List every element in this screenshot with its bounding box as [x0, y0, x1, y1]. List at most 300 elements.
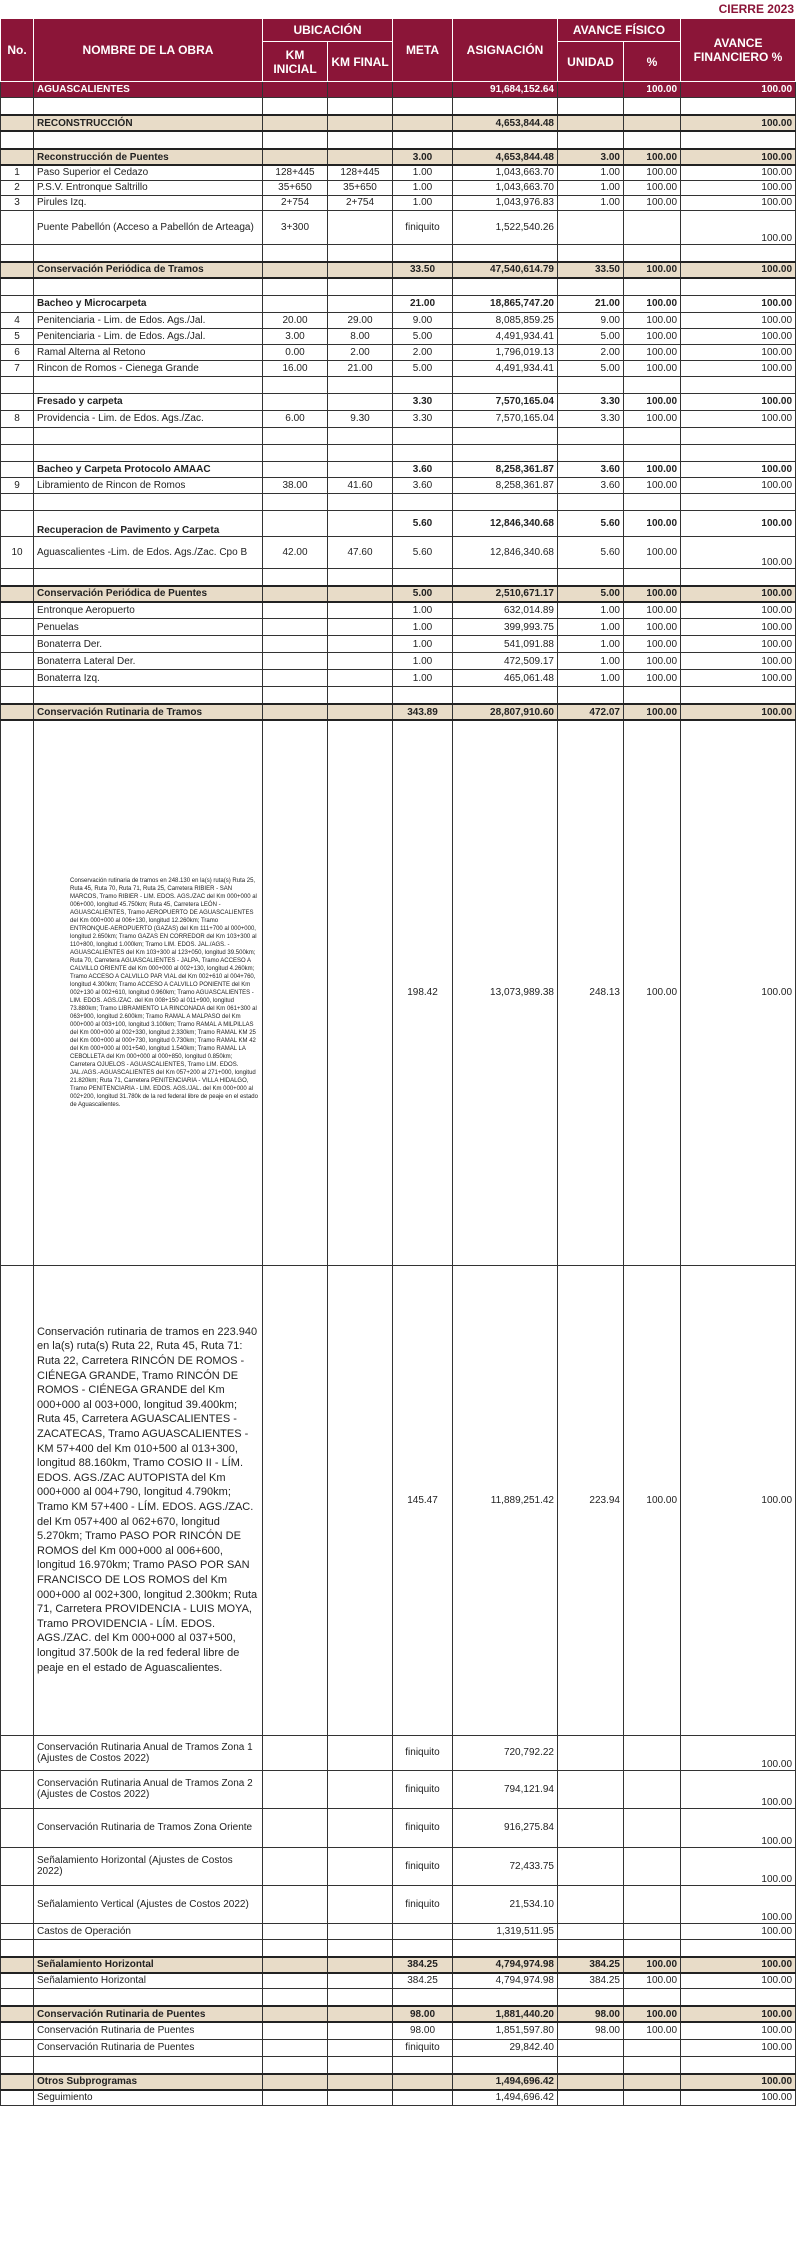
- cell-no: [1, 636, 34, 653]
- cell-pct: 100.00: [624, 704, 681, 720]
- cell-unidad: [558, 1735, 624, 1770]
- cell-asignacion: 794,121.94: [453, 1770, 558, 1808]
- table-row: [1, 410, 796, 427]
- col-avance-financiero-header: AVANCE FINANCIERO %: [681, 19, 796, 82]
- cell-meta: 98.00: [393, 2022, 453, 2039]
- cell-unidad: 5.00: [558, 360, 624, 376]
- cell-asignacion: 465,061.48: [453, 670, 558, 687]
- cell-km-inicial: [263, 149, 328, 165]
- cell-km-inicial: [263, 295, 328, 312]
- blank-row: [1, 376, 796, 393]
- cell-empty: [558, 278, 624, 296]
- cell-km-final: [328, 1957, 393, 1973]
- cell-km-final: [328, 115, 393, 131]
- cell-nombre: Conservación Rutinaria de Tramos Zona Oriente: [34, 1808, 263, 1847]
- cell-unidad: 223.94: [558, 1265, 624, 1735]
- cell-empty: [263, 376, 328, 393]
- cell-empty: [328, 244, 393, 262]
- cell-avance-financiero: 100.00: [681, 536, 796, 568]
- cell-empty: [393, 568, 453, 586]
- cell-avance-financiero: 100.00: [681, 619, 796, 636]
- cell-pct: 100.00: [624, 295, 681, 312]
- cell-no: [1, 149, 34, 165]
- cell-empty: [263, 278, 328, 296]
- cell-empty: [328, 278, 393, 296]
- cell-empty: [558, 493, 624, 510]
- col-unidad-header: UNIDAD: [558, 42, 624, 82]
- cell-km-inicial: [263, 1808, 328, 1847]
- cell-avance-financiero: 100.00: [681, 1770, 796, 1808]
- cell-empty: [453, 568, 558, 586]
- cell-nombre: Rincon de Romos - Cienega Grande: [34, 360, 263, 376]
- cell-unidad: [558, 115, 624, 131]
- cell-unidad: 248.13: [558, 720, 624, 1265]
- table-row: [1, 210, 796, 244]
- cell-km-final: [328, 586, 393, 602]
- cell-asignacion: 1,881,440.20: [453, 2006, 558, 2022]
- cell-empty: [453, 278, 558, 296]
- table-row: [1, 1265, 796, 1735]
- cell-unidad: 1.00: [558, 602, 624, 619]
- cell-km-final: [328, 295, 393, 312]
- cell-meta: finiquito: [393, 1808, 453, 1847]
- section-row: [1, 115, 796, 131]
- cell-empty: [34, 131, 263, 149]
- cell-km-final: [328, 2090, 393, 2106]
- cell-no: 8: [1, 410, 34, 427]
- cell-asignacion: 1,851,597.80: [453, 2022, 558, 2039]
- cell-km-inicial: [263, 1973, 328, 1989]
- cell-nombre: Conservación rutinaria de tramos en 248.130 en la(s) ruta(s) Ruta 25, Ruta 45, Ruta 70, Ruta 71, Ruta 25, Carretera RIBIER - SAN MARCOS, Tramo RIBIER - LIM. EDOS. AGS./ZAC del Km 000+000 al 006+000, longitud 45.750km; Ruta 45, Carretera LEÓN - AGUASCALIENTES, Tramo AEROPUERTO DE AGUASCALIENTES del Km 000+000 al 006+130, longitud 12.260km; Tramo ENTRONQUE-AEROPUERTO (GAZAS) del Km 111+700 al 000+000, longitud 2.650km; Tramo GAZAS EN CORREDOR del Km 103+300 al 110+800, longitud 1.000km; Tramo LIM. EDOS. JAL./AGS. - AGUASCALIENTES del Km 103+300 al 123+050, longitud 39.500km; Ruta 70, Carretera AGUASCALIENTES - JALPA, Tramo ACCESO A CALVILLO ORIENTE del Km 000+000 al 002+130, longitud 4.260km; Tramo ACCESO A CALVILLO PAR VIAL del Km 002+610 al 004+760, longitud 4.300km; Tramo ACCESO A CALVILLO PONIENTE del Km 002+130 al 002+610, longitud 0.960km; Tramo AGUASCALIENTES - LIM. EDOS. AGS./ZAC. del Km 008+150 al 011+900, longitud 73.880km; Tramo LIBRAMIENTO LA RINCONADA del Km 061+300 al 063+900, longitud 2.600km; Tramo RAMAL A MALPASO del Km 000+000 al 003+100, longitud 3.100km; Tramo RAMAL A MILPILLAS del Km 000+000 al 002+330, longitud 2.330km; Tramo RAMAL KM 25 del Km 000+000 al 000+730, longitud 0.730km; Tramo RAMAL KM 42 del Km 000+000 al 001+540, longitud 1.540km; Tramo RAMAL LA CEBOLLETA del Km 000+000 al 000+850, longitud 0.850km; Carretera OJUELOS - AGUASCALIENTES, Tramo LIM. EDOS. JAL./AGS.-AGUASCALIENTES del Km 057+200 al 271+000, longitud 21.820km; Ruta 71, Carretera PENITENCIARIA - VILLA HIDALGO, Tramo PENITENCIARIA - LIM. EDOS. AGS./JAL. del Km 000+000 al 002+200, longitud 31.780k de la red federal libre de peaje en el estado de Aguascalientes.: [34, 720, 263, 1265]
- cell-empty: [393, 1989, 453, 2007]
- cell-nombre: Bonaterra Izq.: [34, 670, 263, 687]
- cell-km-inicial: [263, 2022, 328, 2039]
- cell-asignacion: 4,794,974.98: [453, 1973, 558, 1989]
- cell-empty: [393, 131, 453, 149]
- cell-km-inicial: [263, 586, 328, 602]
- table-row: [1, 602, 796, 619]
- cell-unidad: 2.00: [558, 344, 624, 360]
- cell-pct: 100.00: [624, 636, 681, 653]
- cell-pct: 100.00: [624, 586, 681, 602]
- cell-km-inicial: [263, 636, 328, 653]
- cell-km-inicial: 16.00: [263, 360, 328, 376]
- cell-nombre: Recuperacion de Pavimento y Carpeta: [34, 510, 263, 536]
- cell-no: [1, 115, 34, 131]
- cell-pct: 100.00: [624, 393, 681, 410]
- blank-row: [1, 1939, 796, 1957]
- cell-km-final: 21.00: [328, 360, 393, 376]
- cell-nombre: Señalamiento Vertical (Ajustes de Costos 2022): [34, 1885, 263, 1923]
- cell-km-inicial: [263, 1847, 328, 1885]
- cell-empty: [558, 2056, 624, 2074]
- cell-no: [1, 2074, 34, 2090]
- cell-empty: [624, 244, 681, 262]
- cell-pct: 100.00: [624, 82, 681, 98]
- cell-meta: [393, 2090, 453, 2106]
- cell-empty: [624, 1989, 681, 2007]
- cell-unidad: [558, 1885, 624, 1923]
- cell-asignacion: 8,258,361.87: [453, 461, 558, 477]
- cell-unidad: 3.30: [558, 410, 624, 427]
- cell-avance-financiero: 100.00: [681, 82, 796, 98]
- cell-km-final: [328, 82, 393, 98]
- cell-km-inicial: [263, 1923, 328, 1939]
- table-row: [1, 653, 796, 670]
- cell-empty: [624, 687, 681, 705]
- cell-asignacion: 1,494,696.42: [453, 2074, 558, 2090]
- cell-avance-financiero: 100.00: [681, 636, 796, 653]
- cell-asignacion: 472,509.17: [453, 653, 558, 670]
- cell-empty: [558, 444, 624, 461]
- table-row: [1, 2090, 796, 2106]
- cell-unidad: 472.07: [558, 704, 624, 720]
- cell-km-final: 9.30: [328, 410, 393, 427]
- cell-asignacion: 1,043,976.83: [453, 195, 558, 210]
- cell-asignacion: 4,491,934.41: [453, 328, 558, 344]
- cell-no: [1, 393, 34, 410]
- table-row: [1, 477, 796, 493]
- blank-row: [1, 244, 796, 262]
- cell-empty: [681, 444, 796, 461]
- cell-asignacion: 12,846,340.68: [453, 536, 558, 568]
- col-meta-header: META: [393, 19, 453, 82]
- cell-km-inicial: [263, 2090, 328, 2106]
- cell-unidad: 1.00: [558, 165, 624, 180]
- cell-no: [1, 704, 34, 720]
- cell-km-final: [328, 704, 393, 720]
- table-row: [1, 328, 796, 344]
- cell-asignacion: 1,522,540.26: [453, 210, 558, 244]
- cell-meta: 198.42: [393, 720, 453, 1265]
- cell-km-final: [328, 510, 393, 536]
- cell-empty: [34, 376, 263, 393]
- cell-avance-financiero: 100.00: [681, 149, 796, 165]
- cell-km-inicial: 38.00: [263, 477, 328, 493]
- cell-empty: [393, 493, 453, 510]
- cell-avance-financiero: 100.00: [681, 2006, 796, 2022]
- cell-empty: [263, 493, 328, 510]
- cell-pct: 100.00: [624, 720, 681, 1265]
- cell-meta: [393, 1923, 453, 1939]
- table-row: [1, 1847, 796, 1885]
- col-km-inicial-header: KM INICIAL: [263, 42, 328, 82]
- cell-avance-financiero: 100.00: [681, 115, 796, 131]
- cell-meta: 9.00: [393, 312, 453, 328]
- cell-asignacion: 1,319,511.95: [453, 1923, 558, 1939]
- blank-row: [1, 2056, 796, 2074]
- cell-empty: [1, 687, 34, 705]
- cell-unidad: 3.00: [558, 149, 624, 165]
- cell-km-inicial: 2+754: [263, 195, 328, 210]
- cell-empty: [393, 376, 453, 393]
- cell-km-final: 2.00: [328, 344, 393, 360]
- cell-km-final: [328, 2006, 393, 2022]
- section-row: [1, 704, 796, 720]
- cell-pct: 100.00: [624, 619, 681, 636]
- cell-nombre: Bacheo y Microcarpeta: [34, 295, 263, 312]
- cell-meta: 1.00: [393, 165, 453, 180]
- cell-avance-financiero: 100.00: [681, 165, 796, 180]
- cell-unidad: 5.60: [558, 510, 624, 536]
- cell-nombre: Entronque Aeropuerto: [34, 602, 263, 619]
- cell-asignacion: 1,796,019.13: [453, 344, 558, 360]
- cell-empty: [34, 1939, 263, 1957]
- cell-avance-financiero: 100.00: [681, 1808, 796, 1847]
- cell-no: 4: [1, 312, 34, 328]
- cell-empty: [1, 444, 34, 461]
- cell-km-final: [328, 1735, 393, 1770]
- cell-empty: [393, 1939, 453, 1957]
- cell-no: [1, 461, 34, 477]
- cell-avance-financiero: 100.00: [681, 1923, 796, 1939]
- cell-empty: [1, 278, 34, 296]
- cell-meta: finiquito: [393, 1847, 453, 1885]
- cell-km-final: [328, 1923, 393, 1939]
- subsection-row: [1, 295, 796, 312]
- cell-no: [1, 262, 34, 278]
- cell-empty: [453, 2056, 558, 2074]
- cell-meta: 1.00: [393, 619, 453, 636]
- cell-no: 6: [1, 344, 34, 360]
- cell-empty: [34, 98, 263, 116]
- cell-km-final: [328, 149, 393, 165]
- table-row: [1, 2022, 796, 2039]
- cell-meta: 5.60: [393, 536, 453, 568]
- cell-nombre: Otros Subprogramas: [34, 2074, 263, 2090]
- cell-pct: 100.00: [624, 510, 681, 536]
- cell-empty: [1, 2056, 34, 2074]
- cell-no: 1: [1, 165, 34, 180]
- cell-avance-financiero: 100.00: [681, 295, 796, 312]
- cell-asignacion: 632,014.89: [453, 602, 558, 619]
- cell-unidad: 1.00: [558, 619, 624, 636]
- cell-km-inicial: [263, 1770, 328, 1808]
- cell-km-final: 128+445: [328, 165, 393, 180]
- cell-pct: 100.00: [624, 312, 681, 328]
- table-row: [1, 670, 796, 687]
- cell-empty: [263, 98, 328, 116]
- cell-km-inicial: 128+445: [263, 165, 328, 180]
- cell-pct: 100.00: [624, 477, 681, 493]
- cell-empty: [681, 568, 796, 586]
- cell-km-inicial: 3.00: [263, 328, 328, 344]
- cell-empty: [681, 278, 796, 296]
- cell-no: [1, 1923, 34, 1939]
- cell-nombre: Bonaterra Lateral Der.: [34, 653, 263, 670]
- cell-avance-financiero: 100.00: [681, 1265, 796, 1735]
- cell-no: 3: [1, 195, 34, 210]
- cell-asignacion: 13,073,989.38: [453, 720, 558, 1265]
- cell-empty: [624, 427, 681, 444]
- cell-km-final: 35+650: [328, 180, 393, 195]
- cell-unidad: 1.00: [558, 180, 624, 195]
- cell-no: [1, 1847, 34, 1885]
- cell-empty: [453, 376, 558, 393]
- cell-unidad: [558, 1808, 624, 1847]
- cell-empty: [624, 568, 681, 586]
- cell-km-final: [328, 1265, 393, 1735]
- cell-km-final: [328, 1973, 393, 1989]
- blank-row: [1, 98, 796, 116]
- cell-km-inicial: 3+300: [263, 210, 328, 244]
- cell-empty: [393, 427, 453, 444]
- cell-km-inicial: [263, 720, 328, 1265]
- cell-empty: [453, 427, 558, 444]
- cell-meta: 1.00: [393, 636, 453, 653]
- cell-no: [1, 1735, 34, 1770]
- cell-unidad: 3.60: [558, 461, 624, 477]
- cell-km-final: [328, 1847, 393, 1885]
- cell-nombre: Señalamiento Horizontal: [34, 1973, 263, 1989]
- cell-asignacion: 2,510,671.17: [453, 586, 558, 602]
- cell-avance-financiero: 100.00: [681, 704, 796, 720]
- cell-nombre: Providencia - Lim. de Edos. Ags./Zac.: [34, 410, 263, 427]
- cell-asignacion: 1,494,696.42: [453, 2090, 558, 2106]
- cell-asignacion: 8,258,361.87: [453, 477, 558, 493]
- cell-empty: [1, 244, 34, 262]
- cell-unidad: 21.00: [558, 295, 624, 312]
- cell-asignacion: 18,865,747.20: [453, 295, 558, 312]
- cell-empty: [558, 1989, 624, 2007]
- cell-no: [1, 1957, 34, 1973]
- cell-meta: 3.00: [393, 149, 453, 165]
- cell-nombre: Castos de Operación: [34, 1923, 263, 1939]
- subsection-row: [1, 393, 796, 410]
- cell-meta: 3.60: [393, 461, 453, 477]
- section-row: [1, 2006, 796, 2022]
- table-row: [1, 1885, 796, 1923]
- cell-nombre: Puente Pabellón (Acceso a Pabellón de Arteaga): [34, 210, 263, 244]
- cell-empty: [1, 1939, 34, 1957]
- cell-pct: 100.00: [624, 1265, 681, 1735]
- cell-km-inicial: [263, 461, 328, 477]
- cell-no: 10: [1, 536, 34, 568]
- cell-avance-financiero: 100.00: [681, 720, 796, 1265]
- cell-no: [1, 2022, 34, 2039]
- cell-no: [1, 510, 34, 536]
- cell-empty: [328, 376, 393, 393]
- cell-no: 5: [1, 328, 34, 344]
- cell-meta: [393, 2074, 453, 2090]
- cell-nombre: Penuelas: [34, 619, 263, 636]
- cell-empty: [263, 444, 328, 461]
- cell-unidad: 33.50: [558, 262, 624, 278]
- cell-empty: [1, 427, 34, 444]
- cell-avance-financiero: 100.00: [681, 602, 796, 619]
- cell-unidad: 1.00: [558, 670, 624, 687]
- cell-pct: [624, 1770, 681, 1808]
- cell-empty: [1, 493, 34, 510]
- cell-nombre: Seguimiento: [34, 2090, 263, 2106]
- cell-empty: [681, 1989, 796, 2007]
- cell-empty: [34, 687, 263, 705]
- cell-pct: 100.00: [624, 602, 681, 619]
- table-row: [1, 720, 796, 1265]
- cell-nombre: Fresado y carpeta: [34, 393, 263, 410]
- cell-empty: [453, 131, 558, 149]
- cell-km-final: [328, 1770, 393, 1808]
- cell-no: [1, 2006, 34, 2022]
- cell-km-final: [328, 619, 393, 636]
- cell-no: [1, 1973, 34, 1989]
- cell-asignacion: 4,794,974.98: [453, 1957, 558, 1973]
- cell-pct: [624, 1847, 681, 1885]
- cell-km-inicial: 42.00: [263, 536, 328, 568]
- cell-km-final: [328, 210, 393, 244]
- cell-meta: 3.60: [393, 477, 453, 493]
- cell-empty: [1, 1989, 34, 2007]
- table-row: [1, 619, 796, 636]
- cell-empty: [328, 2056, 393, 2074]
- cell-no: [1, 1808, 34, 1847]
- cell-empty: [1, 568, 34, 586]
- cell-unidad: 384.25: [558, 1957, 624, 1973]
- cell-unidad: [558, 2090, 624, 2106]
- blank-row: [1, 131, 796, 149]
- section-row: [1, 262, 796, 278]
- cell-unidad: [558, 2074, 624, 2090]
- cell-no: [1, 1885, 34, 1923]
- col-pct-header: %: [624, 42, 681, 82]
- cell-unidad: 3.60: [558, 477, 624, 493]
- col-ubicacion-header: UBICACIÓN: [263, 19, 393, 42]
- cell-no: [1, 210, 34, 244]
- cell-km-final: [328, 262, 393, 278]
- cell-km-final: [328, 636, 393, 653]
- cell-meta: 5.00: [393, 360, 453, 376]
- cell-unidad: 3.30: [558, 393, 624, 410]
- cell-nombre: Bonaterra Der.: [34, 636, 263, 653]
- cell-unidad: 98.00: [558, 2022, 624, 2039]
- cell-nombre: Conservación Rutinaria de Puentes: [34, 2039, 263, 2056]
- cell-pct: 100.00: [624, 344, 681, 360]
- cell-empty: [624, 2056, 681, 2074]
- cell-avance-financiero: 100.00: [681, 393, 796, 410]
- cell-avance-financiero: 100.00: [681, 2074, 796, 2090]
- cell-empty: [681, 1939, 796, 1957]
- cell-empty: [328, 1989, 393, 2007]
- cell-pct: [624, 1808, 681, 1847]
- table-row: [1, 165, 796, 180]
- cell-empty: [453, 1989, 558, 2007]
- cell-unidad: [558, 210, 624, 244]
- table-row: [1, 344, 796, 360]
- cell-avance-financiero: 100.00: [681, 262, 796, 278]
- cell-unidad: [558, 1923, 624, 1939]
- cell-empty: [328, 1939, 393, 1957]
- cell-empty: [681, 427, 796, 444]
- cell-asignacion: 4,491,934.41: [453, 360, 558, 376]
- col-nombre-header: NOMBRE DE LA OBRA: [34, 19, 263, 82]
- cell-meta: 5.00: [393, 586, 453, 602]
- cell-no: 2: [1, 180, 34, 195]
- cell-km-inicial: [263, 1957, 328, 1973]
- cell-asignacion: 1,043,663.70: [453, 165, 558, 180]
- cell-km-inicial: [263, 2039, 328, 2056]
- blank-row: [1, 427, 796, 444]
- cell-empty: [34, 2056, 263, 2074]
- blank-row: [1, 278, 796, 296]
- cell-pct: [624, 1923, 681, 1939]
- cell-asignacion: 28,807,910.60: [453, 704, 558, 720]
- section-row: [1, 586, 796, 602]
- cell-km-final: [328, 1885, 393, 1923]
- cell-avance-financiero: 100.00: [681, 344, 796, 360]
- cell-avance-financiero: 100.00: [681, 477, 796, 493]
- cell-unidad: 5.60: [558, 536, 624, 568]
- cell-km-final: [328, 602, 393, 619]
